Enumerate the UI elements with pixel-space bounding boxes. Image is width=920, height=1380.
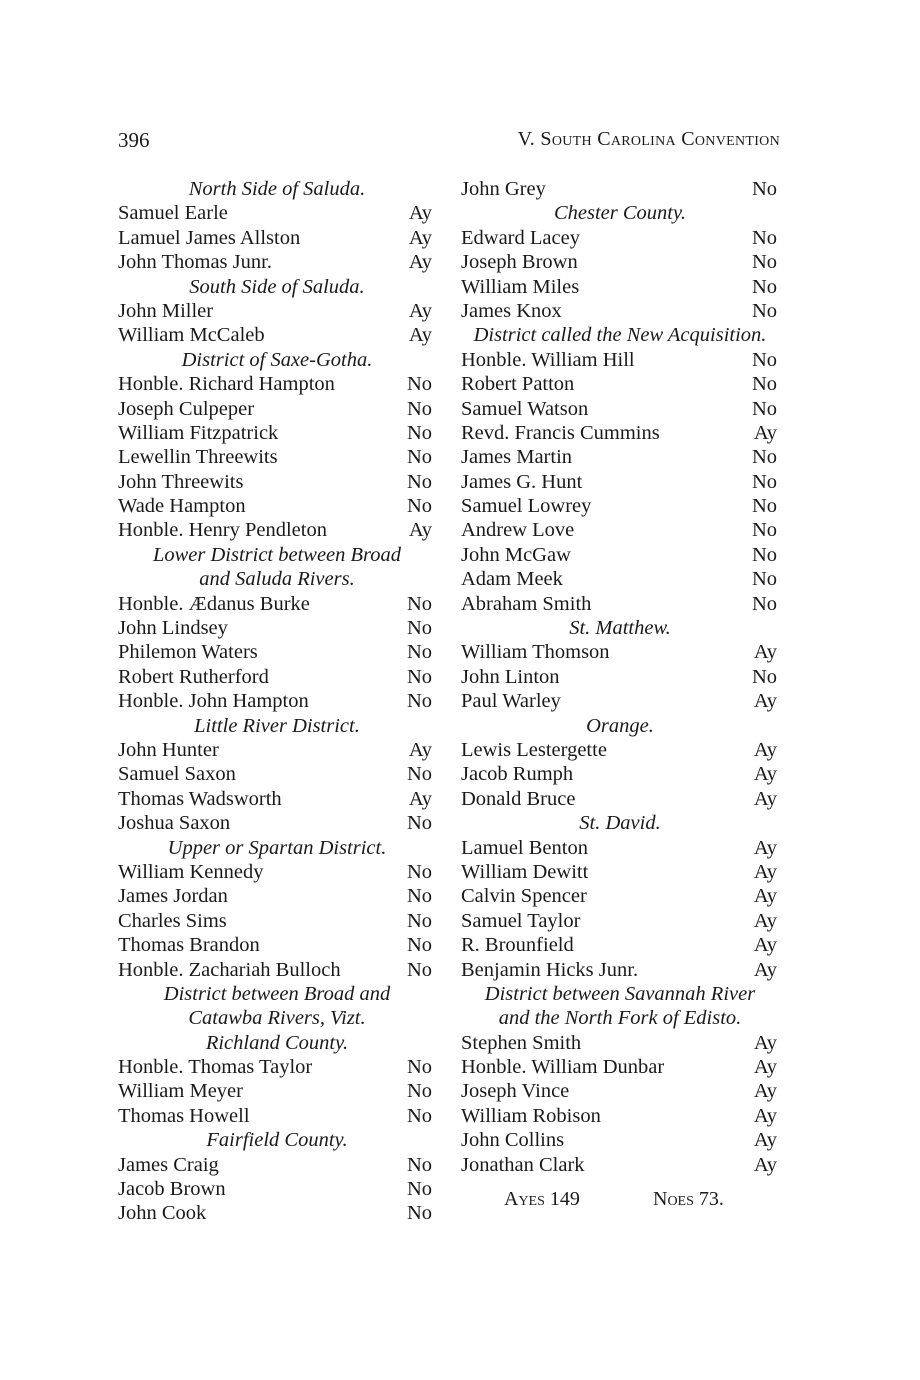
member-name: William Kennedy xyxy=(118,860,264,883)
district-heading: Little River District. xyxy=(194,714,360,737)
right-column xyxy=(461,177,779,1217)
member-vote: Ay xyxy=(753,763,777,786)
member-vote: Ay xyxy=(753,909,777,932)
member-vote: No xyxy=(751,348,777,371)
member-vote: No xyxy=(406,690,432,713)
member-name: James Craig xyxy=(118,1153,219,1176)
member-row xyxy=(461,909,779,933)
member-name: Honble. Zachariah Bulloch xyxy=(118,958,341,981)
district-heading: Upper or Spartan District. xyxy=(167,836,387,859)
member-vote: No xyxy=(406,1153,432,1176)
member-vote: Ay xyxy=(408,299,432,322)
member-vote: Ay xyxy=(753,934,777,957)
member-row xyxy=(461,494,779,518)
member-row xyxy=(461,1104,779,1128)
member-name: Jonathan Clark xyxy=(461,1153,585,1176)
vote-totals xyxy=(461,1181,779,1217)
member-name: Honble. William Hill xyxy=(461,348,635,371)
member-row xyxy=(118,884,436,908)
member-name: John Lindsey xyxy=(118,617,228,640)
member-name: Lewis Lestergette xyxy=(461,738,607,761)
member-row xyxy=(461,787,779,811)
member-name: Honble. William Dunbar xyxy=(461,1056,665,1079)
member-name: William Meyer xyxy=(118,1080,243,1103)
member-name: William Robison xyxy=(461,1104,601,1127)
member-vote: Ay xyxy=(753,787,777,810)
page-number: 396 xyxy=(118,128,150,152)
member-row xyxy=(118,640,436,664)
member-row xyxy=(118,689,436,713)
member-name: Honble. John Hampton xyxy=(118,690,309,713)
member-name: John Grey xyxy=(461,178,546,200)
member-name: Joseph Vince xyxy=(461,1080,570,1103)
member-vote: No xyxy=(406,1056,432,1079)
district-heading: St. Matthew. xyxy=(569,617,671,640)
member-vote: No xyxy=(406,1104,432,1127)
district-heading: Chester County. xyxy=(553,202,687,225)
member-name: Jacob Brown xyxy=(118,1178,226,1201)
member-name: William Thomson xyxy=(461,641,610,664)
member-name: Donald Bruce xyxy=(461,787,576,810)
member-vote: No xyxy=(406,470,432,493)
member-name: Honble. Henry Pendleton xyxy=(118,519,327,542)
member-row xyxy=(461,567,779,591)
member-vote: No xyxy=(406,446,432,469)
member-row xyxy=(461,299,779,323)
member-row xyxy=(118,762,436,786)
running-head xyxy=(518,128,780,151)
member-vote: Ay xyxy=(753,1031,777,1054)
member-row xyxy=(461,250,779,274)
member-row xyxy=(461,1128,779,1152)
member-vote: No xyxy=(406,885,432,908)
member-name: James Martin xyxy=(461,446,573,469)
member-vote: No xyxy=(406,592,432,615)
member-row xyxy=(461,1031,779,1055)
member-name: James G. Hunt xyxy=(461,470,583,493)
member-row xyxy=(118,787,436,811)
member-vote: No xyxy=(406,909,432,932)
member-vote: No xyxy=(406,641,432,664)
member-name: Thomas Brandon xyxy=(118,934,260,957)
member-name: Samuel Saxon xyxy=(118,763,236,786)
member-vote: Ay xyxy=(408,324,432,347)
member-row xyxy=(118,421,436,445)
member-name: William Dewitt xyxy=(461,860,589,883)
member-vote: No xyxy=(751,373,777,396)
member-vote: Ay xyxy=(753,958,777,981)
member-vote: No xyxy=(751,251,777,274)
member-vote: No xyxy=(406,763,432,786)
district-heading: Fairfield County. xyxy=(206,1129,348,1152)
member-name: Wade Hampton xyxy=(118,495,246,518)
member-vote: No xyxy=(751,519,777,542)
member-name: Paul Warley xyxy=(461,690,561,713)
member-name: John Cook xyxy=(118,1202,207,1225)
member-vote: No xyxy=(406,934,432,957)
member-row xyxy=(118,494,436,518)
member-row xyxy=(118,592,436,616)
ayes-total: Ayes 149 xyxy=(504,1188,580,1211)
member-name: John Collins xyxy=(461,1129,565,1152)
member-name: John Thomas Junr. xyxy=(118,251,272,274)
member-vote: Ay xyxy=(753,1080,777,1103)
member-vote: No xyxy=(751,592,777,615)
member-name: Samuel Lowrey xyxy=(461,495,592,518)
member-row xyxy=(461,884,779,908)
member-vote: No xyxy=(406,958,432,981)
member-name: Honble. Thomas Taylor xyxy=(118,1056,313,1079)
member-name: John Threewits xyxy=(118,470,244,493)
member-name: Samuel Watson xyxy=(461,397,589,420)
member-row xyxy=(118,1079,436,1103)
member-row xyxy=(461,177,779,201)
member-name: James Knox xyxy=(461,299,562,322)
member-name: John McGaw xyxy=(461,543,571,566)
member-name: Lewellin Threewits xyxy=(118,446,278,469)
member-vote: No xyxy=(406,397,432,420)
member-name: R. Brounfield xyxy=(461,934,574,957)
member-vote: Ay xyxy=(408,202,432,225)
member-vote: No xyxy=(751,275,777,298)
member-row xyxy=(461,543,779,567)
district-heading: Lower District between Broad xyxy=(152,543,402,566)
member-vote: No xyxy=(406,373,432,396)
member-row xyxy=(461,348,779,372)
member-name: Honble. Ædanus Burke xyxy=(118,592,310,615)
member-vote: No xyxy=(751,470,777,493)
member-row xyxy=(461,445,779,469)
member-name: William Fitzpatrick xyxy=(118,421,279,444)
member-vote: Ay xyxy=(408,519,432,542)
member-name: Benjamin Hicks Junr. xyxy=(461,958,639,981)
district-heading: South Side of Saluda. xyxy=(189,275,365,298)
member-name: James Jordan xyxy=(118,885,228,908)
member-name: Joshua Saxon xyxy=(118,812,231,835)
member-name: Lamuel James Allston xyxy=(118,226,301,249)
member-name: Philemon Waters xyxy=(118,641,258,664)
left-column xyxy=(118,177,436,1226)
member-name: Samuel Earle xyxy=(118,202,228,225)
member-row xyxy=(118,250,436,274)
district-heading: and Saluda Rivers. xyxy=(199,568,355,591)
district-heading: District called the New Acquisition. xyxy=(473,324,767,347)
member-vote: Ay xyxy=(753,1153,777,1176)
member-vote: No xyxy=(751,568,777,591)
member-name: Robert Patton xyxy=(461,373,575,396)
member-vote: No xyxy=(751,397,777,420)
member-name: Joseph Culpeper xyxy=(118,397,255,420)
member-row xyxy=(118,372,436,396)
member-vote: No xyxy=(406,421,432,444)
member-name: Abraham Smith xyxy=(461,592,592,615)
member-row xyxy=(461,518,779,542)
member-row xyxy=(461,1079,779,1103)
member-row xyxy=(118,226,436,250)
member-vote: No xyxy=(751,543,777,566)
member-vote: Ay xyxy=(753,1129,777,1152)
member-row xyxy=(461,275,779,299)
member-row xyxy=(118,1055,436,1079)
member-vote: No xyxy=(751,665,777,688)
member-vote: Ay xyxy=(753,860,777,883)
member-name: Robert Rutherford xyxy=(118,665,269,688)
member-name: Thomas Howell xyxy=(118,1104,250,1127)
member-row xyxy=(461,372,779,396)
member-row xyxy=(118,860,436,884)
member-row xyxy=(118,518,436,542)
member-name: Revd. Francis Cummins xyxy=(461,421,660,444)
member-vote: No xyxy=(406,860,432,883)
member-row xyxy=(461,738,779,762)
member-row xyxy=(118,1201,436,1225)
member-name: John Linton xyxy=(461,665,560,688)
member-row xyxy=(118,933,436,957)
member-row xyxy=(118,1104,436,1128)
member-vote: No xyxy=(406,1080,432,1103)
member-name: John Miller xyxy=(118,299,214,322)
member-row xyxy=(118,616,436,640)
district-heading: St. David. xyxy=(579,812,661,835)
member-row xyxy=(118,958,436,982)
member-name: Charles Sims xyxy=(118,909,227,932)
member-row xyxy=(461,689,779,713)
member-name: Calvin Spencer xyxy=(461,885,587,908)
running-head-text: V. South Carolina Convention xyxy=(517,128,780,150)
member-name: Edward Lacey xyxy=(461,226,580,249)
member-name: Andrew Love xyxy=(461,519,575,542)
member-vote: Ay xyxy=(753,1104,777,1127)
member-row xyxy=(118,445,436,469)
member-name: Joseph Brown xyxy=(461,251,578,274)
member-row xyxy=(118,299,436,323)
member-name: Samuel Taylor xyxy=(461,909,581,932)
member-row xyxy=(118,470,436,494)
member-name: Jacob Rumph xyxy=(461,763,574,786)
member-vote: No xyxy=(751,226,777,249)
member-vote: No xyxy=(406,617,432,640)
member-vote: Ay xyxy=(753,836,777,859)
district-heading: North Side of Saluda. xyxy=(188,178,366,200)
member-name: Adam Meek xyxy=(461,568,563,591)
member-row xyxy=(118,909,436,933)
member-row xyxy=(118,201,436,225)
member-vote: No xyxy=(751,495,777,518)
member-row xyxy=(461,665,779,689)
member-vote: Ay xyxy=(408,787,432,810)
member-row xyxy=(461,397,779,421)
member-vote: Ay xyxy=(753,641,777,664)
member-vote: Ay xyxy=(408,226,432,249)
member-vote: No xyxy=(406,1202,432,1225)
district-heading: District between Broad and xyxy=(163,982,391,1005)
district-heading: District between Savannah River xyxy=(484,982,756,1005)
member-row xyxy=(461,860,779,884)
member-vote: No xyxy=(406,1178,432,1201)
member-row xyxy=(461,226,779,250)
member-name: William Miles xyxy=(461,275,580,298)
member-row xyxy=(461,421,779,445)
member-vote: Ay xyxy=(753,1056,777,1079)
member-row xyxy=(118,1177,436,1201)
member-row xyxy=(461,836,779,860)
member-row xyxy=(461,1153,779,1177)
member-vote: No xyxy=(406,665,432,688)
district-heading: Catawba Rivers, Vizt. xyxy=(188,1007,366,1030)
member-vote: Ay xyxy=(753,690,777,713)
member-vote: No xyxy=(751,299,777,322)
member-row xyxy=(118,811,436,835)
member-name: Honble. Richard Hampton xyxy=(118,373,335,396)
member-name: Stephen Smith xyxy=(461,1031,582,1054)
district-heading: Richland County. xyxy=(205,1031,349,1054)
district-heading: and the North Fork of Edisto. xyxy=(498,1007,742,1030)
member-row xyxy=(118,323,436,347)
member-row xyxy=(461,592,779,616)
member-name: Lamuel Benton xyxy=(461,836,588,859)
noes-total: Noes 73. xyxy=(653,1188,724,1211)
member-row xyxy=(118,665,436,689)
member-vote: Ay xyxy=(753,885,777,908)
member-row xyxy=(461,1055,779,1079)
member-vote: Ay xyxy=(753,738,777,761)
member-row xyxy=(118,397,436,421)
member-vote: No xyxy=(751,446,777,469)
member-row xyxy=(118,738,436,762)
member-vote: Ay xyxy=(753,421,777,444)
member-name: Thomas Wadsworth xyxy=(118,787,282,810)
member-vote: No xyxy=(406,812,432,835)
member-row xyxy=(461,762,779,786)
member-name: William McCaleb xyxy=(118,324,265,347)
member-row xyxy=(461,640,779,664)
member-name: John Hunter xyxy=(118,738,219,761)
member-row xyxy=(461,470,779,494)
member-vote: No xyxy=(751,178,777,200)
district-heading: District of Saxe-Gotha. xyxy=(181,348,373,371)
member-row xyxy=(461,933,779,957)
district-heading: Orange. xyxy=(586,714,654,737)
member-vote: No xyxy=(406,495,432,518)
member-row xyxy=(461,958,779,982)
member-row xyxy=(118,1153,436,1177)
member-vote: Ay xyxy=(408,251,432,274)
member-vote: Ay xyxy=(408,738,432,761)
